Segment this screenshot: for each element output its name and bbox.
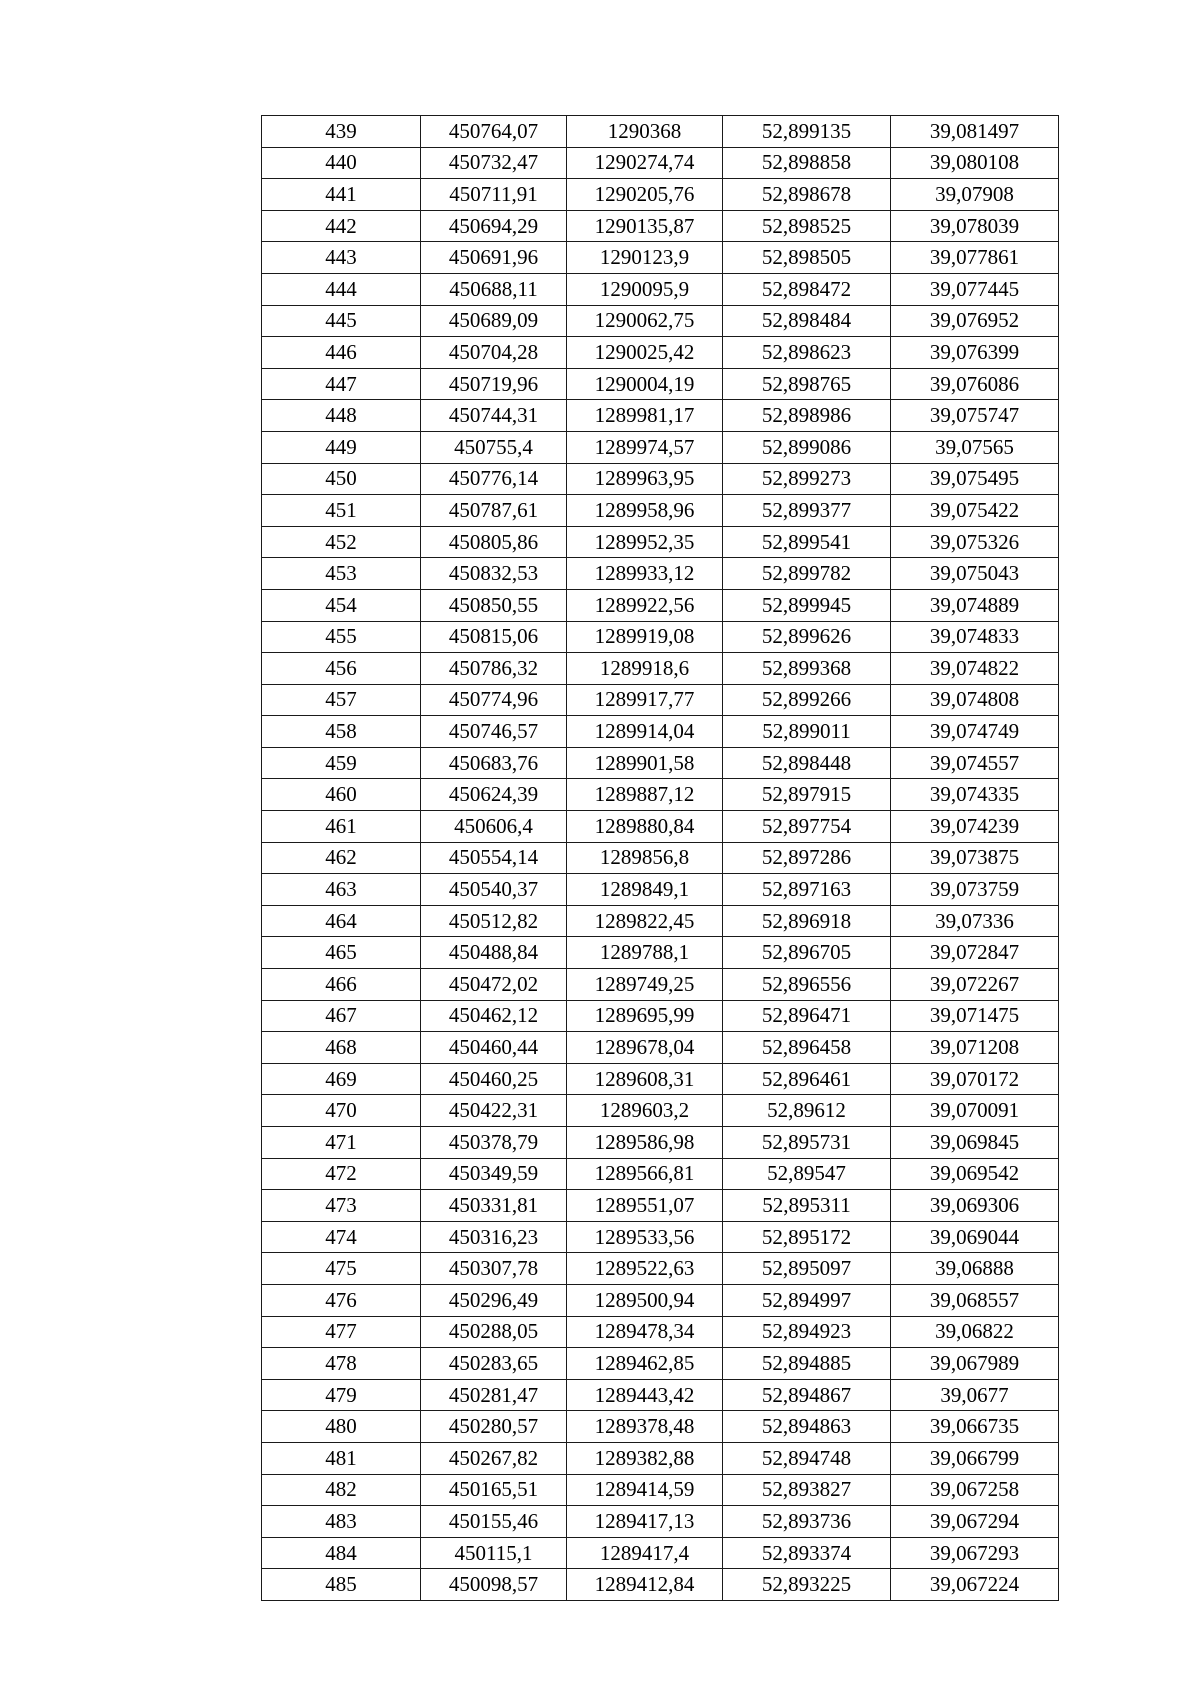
table-row: [262, 1316, 1059, 1348]
longitude-cell: 39,074557: [891, 747, 1059, 779]
point-number-cell: 448: [262, 400, 421, 432]
y-coordinate-cell: 1289849,1: [567, 874, 723, 906]
x-coordinate-cell: 450460,25: [421, 1063, 567, 1095]
y-coordinate-cell: 1289901,58: [567, 747, 723, 779]
table-row: [262, 368, 1059, 400]
y-coordinate-cell: 1290062,75: [567, 305, 723, 337]
longitude-cell: 39,076086: [891, 368, 1059, 400]
point-number-cell: 460: [262, 779, 421, 811]
x-coordinate-cell: 450787,61: [421, 495, 567, 527]
y-coordinate-cell: 1290368: [567, 116, 723, 148]
point-number-cell: 444: [262, 273, 421, 305]
latitude-cell: 52,896705: [723, 937, 891, 969]
latitude-cell: 52,898484: [723, 305, 891, 337]
y-coordinate-cell: 1289500,94: [567, 1284, 723, 1316]
point-number-cell: 476: [262, 1284, 421, 1316]
x-coordinate-cell: 450805,86: [421, 526, 567, 558]
latitude-cell: 52,894748: [723, 1442, 891, 1474]
table-row: [262, 653, 1059, 685]
x-coordinate-cell: 450281,47: [421, 1379, 567, 1411]
longitude-cell: 39,075043: [891, 558, 1059, 590]
longitude-cell: 39,075495: [891, 463, 1059, 495]
latitude-cell: 52,89547: [723, 1158, 891, 1190]
latitude-cell: 52,898765: [723, 368, 891, 400]
x-coordinate-cell: 450488,84: [421, 937, 567, 969]
longitude-cell: 39,078039: [891, 210, 1059, 242]
longitude-cell: 39,071475: [891, 1000, 1059, 1032]
longitude-cell: 39,081497: [891, 116, 1059, 148]
table-row: [262, 1063, 1059, 1095]
y-coordinate-cell: 1289608,31: [567, 1063, 723, 1095]
x-coordinate-cell: 450296,49: [421, 1284, 567, 1316]
table-row: [262, 1411, 1059, 1443]
point-number-cell: 478: [262, 1348, 421, 1380]
y-coordinate-cell: 1289586,98: [567, 1127, 723, 1159]
table-row: [262, 337, 1059, 369]
latitude-cell: 52,896471: [723, 1000, 891, 1032]
y-coordinate-cell: 1289887,12: [567, 779, 723, 811]
longitude-cell: 39,069044: [891, 1221, 1059, 1253]
longitude-cell: 39,075422: [891, 495, 1059, 527]
longitude-cell: 39,07565: [891, 431, 1059, 463]
latitude-cell: 52,899377: [723, 495, 891, 527]
point-number-cell: 482: [262, 1474, 421, 1506]
table-row: [262, 716, 1059, 748]
latitude-cell: 52,899135: [723, 116, 891, 148]
point-number-cell: 451: [262, 495, 421, 527]
latitude-cell: 52,898678: [723, 179, 891, 211]
latitude-cell: 52,896918: [723, 905, 891, 937]
latitude-cell: 52,893225: [723, 1569, 891, 1601]
point-number-cell: 449: [262, 431, 421, 463]
table-row: [262, 811, 1059, 843]
longitude-cell: 39,067258: [891, 1474, 1059, 1506]
table-row: [262, 273, 1059, 305]
latitude-cell: 52,894885: [723, 1348, 891, 1380]
y-coordinate-cell: 1289695,99: [567, 1000, 723, 1032]
table-row: [262, 1348, 1059, 1380]
longitude-cell: 39,073759: [891, 874, 1059, 906]
y-coordinate-cell: 1289443,42: [567, 1379, 723, 1411]
table-row: [262, 558, 1059, 590]
latitude-cell: 52,898505: [723, 242, 891, 274]
y-coordinate-cell: 1289414,59: [567, 1474, 723, 1506]
longitude-cell: 39,074889: [891, 589, 1059, 621]
table-row: [262, 305, 1059, 337]
longitude-cell: 39,072267: [891, 969, 1059, 1001]
y-coordinate-cell: 1289478,34: [567, 1316, 723, 1348]
x-coordinate-cell: 450850,55: [421, 589, 567, 621]
y-coordinate-cell: 1289856,8: [567, 842, 723, 874]
table-row: [262, 179, 1059, 211]
x-coordinate-cell: 450774,96: [421, 684, 567, 716]
point-number-cell: 459: [262, 747, 421, 779]
table-row: [262, 400, 1059, 432]
point-number-cell: 465: [262, 937, 421, 969]
table-row: [262, 147, 1059, 179]
longitude-cell: 39,067989: [891, 1348, 1059, 1380]
latitude-cell: 52,895311: [723, 1190, 891, 1222]
latitude-cell: 52,897754: [723, 811, 891, 843]
latitude-cell: 52,894923: [723, 1316, 891, 1348]
x-coordinate-cell: 450689,09: [421, 305, 567, 337]
y-coordinate-cell: 1289922,56: [567, 589, 723, 621]
x-coordinate-cell: 450744,31: [421, 400, 567, 432]
x-coordinate-cell: 450832,53: [421, 558, 567, 590]
latitude-cell: 52,897163: [723, 874, 891, 906]
table-row: [262, 969, 1059, 1001]
table-row: [262, 116, 1059, 148]
table-row: [262, 842, 1059, 874]
y-coordinate-cell: 1289981,17: [567, 400, 723, 432]
table-row: [262, 1379, 1059, 1411]
latitude-cell: 52,896556: [723, 969, 891, 1001]
table-row: [262, 905, 1059, 937]
latitude-cell: 52,899945: [723, 589, 891, 621]
latitude-cell: 52,895097: [723, 1253, 891, 1285]
y-coordinate-cell: 1290274,74: [567, 147, 723, 179]
x-coordinate-cell: 450606,4: [421, 811, 567, 843]
latitude-cell: 52,898858: [723, 147, 891, 179]
latitude-cell: 52,895731: [723, 1127, 891, 1159]
point-number-cell: 462: [262, 842, 421, 874]
longitude-cell: 39,072847: [891, 937, 1059, 969]
table-row: [262, 431, 1059, 463]
latitude-cell: 52,899541: [723, 526, 891, 558]
longitude-cell: 39,069845: [891, 1127, 1059, 1159]
table-row: [262, 1127, 1059, 1159]
coordinates-table: [261, 115, 1059, 1601]
latitude-cell: 52,899368: [723, 653, 891, 685]
y-coordinate-cell: 1289417,13: [567, 1506, 723, 1538]
table-row: [262, 1158, 1059, 1190]
table-row: [262, 1474, 1059, 1506]
longitude-cell: 39,080108: [891, 147, 1059, 179]
x-coordinate-cell: 450815,06: [421, 621, 567, 653]
longitude-cell: 39,069306: [891, 1190, 1059, 1222]
y-coordinate-cell: 1290095,9: [567, 273, 723, 305]
x-coordinate-cell: 450378,79: [421, 1127, 567, 1159]
point-number-cell: 455: [262, 621, 421, 653]
x-coordinate-cell: 450694,29: [421, 210, 567, 242]
point-number-cell: 466: [262, 969, 421, 1001]
y-coordinate-cell: 1289412,84: [567, 1569, 723, 1601]
x-coordinate-cell: 450764,07: [421, 116, 567, 148]
latitude-cell: 52,897286: [723, 842, 891, 874]
latitude-cell: 52,897915: [723, 779, 891, 811]
x-coordinate-cell: 450512,82: [421, 905, 567, 937]
table-row: [262, 1190, 1059, 1222]
x-coordinate-cell: 450540,37: [421, 874, 567, 906]
point-number-cell: 473: [262, 1190, 421, 1222]
latitude-cell: 52,898623: [723, 337, 891, 369]
point-number-cell: 485: [262, 1569, 421, 1601]
point-number-cell: 453: [262, 558, 421, 590]
longitude-cell: 39,06888: [891, 1253, 1059, 1285]
x-coordinate-cell: 450115,1: [421, 1537, 567, 1569]
x-coordinate-cell: 450691,96: [421, 242, 567, 274]
point-number-cell: 467: [262, 1000, 421, 1032]
table-row: [262, 1221, 1059, 1253]
longitude-cell: 39,066735: [891, 1411, 1059, 1443]
longitude-cell: 39,067293: [891, 1537, 1059, 1569]
x-coordinate-cell: 450732,47: [421, 147, 567, 179]
y-coordinate-cell: 1289918,6: [567, 653, 723, 685]
point-number-cell: 484: [262, 1537, 421, 1569]
table-row: [262, 1537, 1059, 1569]
longitude-cell: 39,071208: [891, 1032, 1059, 1064]
table-row: [262, 210, 1059, 242]
longitude-cell: 39,074749: [891, 716, 1059, 748]
longitude-cell: 39,068557: [891, 1284, 1059, 1316]
latitude-cell: 52,893374: [723, 1537, 891, 1569]
table-row: [262, 495, 1059, 527]
latitude-cell: 52,893736: [723, 1506, 891, 1538]
x-coordinate-cell: 450422,31: [421, 1095, 567, 1127]
x-coordinate-cell: 450624,39: [421, 779, 567, 811]
x-coordinate-cell: 450283,65: [421, 1348, 567, 1380]
y-coordinate-cell: 1289417,4: [567, 1537, 723, 1569]
latitude-cell: 52,896458: [723, 1032, 891, 1064]
y-coordinate-cell: 1290205,76: [567, 179, 723, 211]
y-coordinate-cell: 1290135,87: [567, 210, 723, 242]
table-row: [262, 684, 1059, 716]
latitude-cell: 52,899086: [723, 431, 891, 463]
x-coordinate-cell: 450786,32: [421, 653, 567, 685]
x-coordinate-cell: 450683,76: [421, 747, 567, 779]
longitude-cell: 39,074335: [891, 779, 1059, 811]
y-coordinate-cell: 1289919,08: [567, 621, 723, 653]
latitude-cell: 52,899273: [723, 463, 891, 495]
point-number-cell: 469: [262, 1063, 421, 1095]
point-number-cell: 470: [262, 1095, 421, 1127]
y-coordinate-cell: 1289974,57: [567, 431, 723, 463]
y-coordinate-cell: 1289522,63: [567, 1253, 723, 1285]
table-row: [262, 526, 1059, 558]
longitude-cell: 39,0677: [891, 1379, 1059, 1411]
latitude-cell: 52,894997: [723, 1284, 891, 1316]
y-coordinate-cell: 1289566,81: [567, 1158, 723, 1190]
y-coordinate-cell: 1289914,04: [567, 716, 723, 748]
latitude-cell: 52,898525: [723, 210, 891, 242]
y-coordinate-cell: 1289551,07: [567, 1190, 723, 1222]
longitude-cell: 39,074822: [891, 653, 1059, 685]
latitude-cell: 52,898448: [723, 747, 891, 779]
table-row: [262, 1032, 1059, 1064]
table-row: [262, 621, 1059, 653]
longitude-cell: 39,074808: [891, 684, 1059, 716]
table-row: [262, 589, 1059, 621]
table-row: [262, 1095, 1059, 1127]
longitude-cell: 39,074239: [891, 811, 1059, 843]
y-coordinate-cell: 1290025,42: [567, 337, 723, 369]
longitude-cell: 39,067294: [891, 1506, 1059, 1538]
longitude-cell: 39,069542: [891, 1158, 1059, 1190]
x-coordinate-cell: 450554,14: [421, 842, 567, 874]
coordinates-table-body: [262, 116, 1059, 1601]
x-coordinate-cell: 450316,23: [421, 1221, 567, 1253]
y-coordinate-cell: 1289788,1: [567, 937, 723, 969]
point-number-cell: 477: [262, 1316, 421, 1348]
longitude-cell: 39,066799: [891, 1442, 1059, 1474]
latitude-cell: 52,899011: [723, 716, 891, 748]
longitude-cell: 39,074833: [891, 621, 1059, 653]
point-number-cell: 440: [262, 147, 421, 179]
x-coordinate-cell: 450711,91: [421, 179, 567, 211]
x-coordinate-cell: 450165,51: [421, 1474, 567, 1506]
x-coordinate-cell: 450288,05: [421, 1316, 567, 1348]
x-coordinate-cell: 450098,57: [421, 1569, 567, 1601]
table-row: [262, 242, 1059, 274]
point-number-cell: 481: [262, 1442, 421, 1474]
longitude-cell: 39,077445: [891, 273, 1059, 305]
point-number-cell: 480: [262, 1411, 421, 1443]
point-number-cell: 446: [262, 337, 421, 369]
point-number-cell: 454: [262, 589, 421, 621]
x-coordinate-cell: 450267,82: [421, 1442, 567, 1474]
y-coordinate-cell: 1289378,48: [567, 1411, 723, 1443]
table-row: [262, 1000, 1059, 1032]
y-coordinate-cell: 1289533,56: [567, 1221, 723, 1253]
point-number-cell: 483: [262, 1506, 421, 1538]
point-number-cell: 457: [262, 684, 421, 716]
table-row: [262, 1569, 1059, 1601]
longitude-cell: 39,077861: [891, 242, 1059, 274]
point-number-cell: 458: [262, 716, 421, 748]
point-number-cell: 475: [262, 1253, 421, 1285]
y-coordinate-cell: 1289880,84: [567, 811, 723, 843]
latitude-cell: 52,895172: [723, 1221, 891, 1253]
y-coordinate-cell: 1289963,95: [567, 463, 723, 495]
y-coordinate-cell: 1289749,25: [567, 969, 723, 1001]
table-row: [262, 1442, 1059, 1474]
x-coordinate-cell: 450280,57: [421, 1411, 567, 1443]
x-coordinate-cell: 450746,57: [421, 716, 567, 748]
table-row: [262, 1506, 1059, 1538]
latitude-cell: 52,893827: [723, 1474, 891, 1506]
point-number-cell: 452: [262, 526, 421, 558]
longitude-cell: 39,070091: [891, 1095, 1059, 1127]
x-coordinate-cell: 450155,46: [421, 1506, 567, 1538]
table-row: [262, 1253, 1059, 1285]
latitude-cell: 52,899266: [723, 684, 891, 716]
longitude-cell: 39,075326: [891, 526, 1059, 558]
x-coordinate-cell: 450688,11: [421, 273, 567, 305]
table-row: [262, 747, 1059, 779]
point-number-cell: 442: [262, 210, 421, 242]
y-coordinate-cell: 1289678,04: [567, 1032, 723, 1064]
point-number-cell: 450: [262, 463, 421, 495]
longitude-cell: 39,067224: [891, 1569, 1059, 1601]
x-coordinate-cell: 450460,44: [421, 1032, 567, 1064]
latitude-cell: 52,899626: [723, 621, 891, 653]
x-coordinate-cell: 450704,28: [421, 337, 567, 369]
x-coordinate-cell: 450472,02: [421, 969, 567, 1001]
longitude-cell: 39,07336: [891, 905, 1059, 937]
y-coordinate-cell: 1289462,85: [567, 1348, 723, 1380]
x-coordinate-cell: 450307,78: [421, 1253, 567, 1285]
latitude-cell: 52,899782: [723, 558, 891, 590]
point-number-cell: 443: [262, 242, 421, 274]
longitude-cell: 39,075747: [891, 400, 1059, 432]
longitude-cell: 39,070172: [891, 1063, 1059, 1095]
x-coordinate-cell: 450719,96: [421, 368, 567, 400]
y-coordinate-cell: 1289958,96: [567, 495, 723, 527]
table-row: [262, 463, 1059, 495]
y-coordinate-cell: 1289917,77: [567, 684, 723, 716]
latitude-cell: 52,894863: [723, 1411, 891, 1443]
point-number-cell: 468: [262, 1032, 421, 1064]
longitude-cell: 39,06822: [891, 1316, 1059, 1348]
point-number-cell: 479: [262, 1379, 421, 1411]
longitude-cell: 39,076399: [891, 337, 1059, 369]
longitude-cell: 39,076952: [891, 305, 1059, 337]
y-coordinate-cell: 1290123,9: [567, 242, 723, 274]
x-coordinate-cell: 450331,81: [421, 1190, 567, 1222]
latitude-cell: 52,898472: [723, 273, 891, 305]
table-row: [262, 937, 1059, 969]
y-coordinate-cell: 1289822,45: [567, 905, 723, 937]
point-number-cell: 445: [262, 305, 421, 337]
x-coordinate-cell: 450462,12: [421, 1000, 567, 1032]
point-number-cell: 474: [262, 1221, 421, 1253]
latitude-cell: 52,898986: [723, 400, 891, 432]
table-row: [262, 874, 1059, 906]
point-number-cell: 464: [262, 905, 421, 937]
y-coordinate-cell: 1289933,12: [567, 558, 723, 590]
point-number-cell: 456: [262, 653, 421, 685]
x-coordinate-cell: 450349,59: [421, 1158, 567, 1190]
longitude-cell: 39,07908: [891, 179, 1059, 211]
point-number-cell: 447: [262, 368, 421, 400]
y-coordinate-cell: 1289603,2: [567, 1095, 723, 1127]
table-row: [262, 1284, 1059, 1316]
x-coordinate-cell: 450776,14: [421, 463, 567, 495]
latitude-cell: 52,896461: [723, 1063, 891, 1095]
point-number-cell: 472: [262, 1158, 421, 1190]
x-coordinate-cell: 450755,4: [421, 431, 567, 463]
latitude-cell: 52,89612: [723, 1095, 891, 1127]
point-number-cell: 439: [262, 116, 421, 148]
point-number-cell: 471: [262, 1127, 421, 1159]
longitude-cell: 39,073875: [891, 842, 1059, 874]
y-coordinate-cell: 1289952,35: [567, 526, 723, 558]
point-number-cell: 461: [262, 811, 421, 843]
y-coordinate-cell: 1290004,19: [567, 368, 723, 400]
table-row: [262, 779, 1059, 811]
latitude-cell: 52,894867: [723, 1379, 891, 1411]
y-coordinate-cell: 1289382,88: [567, 1442, 723, 1474]
point-number-cell: 463: [262, 874, 421, 906]
point-number-cell: 441: [262, 179, 421, 211]
